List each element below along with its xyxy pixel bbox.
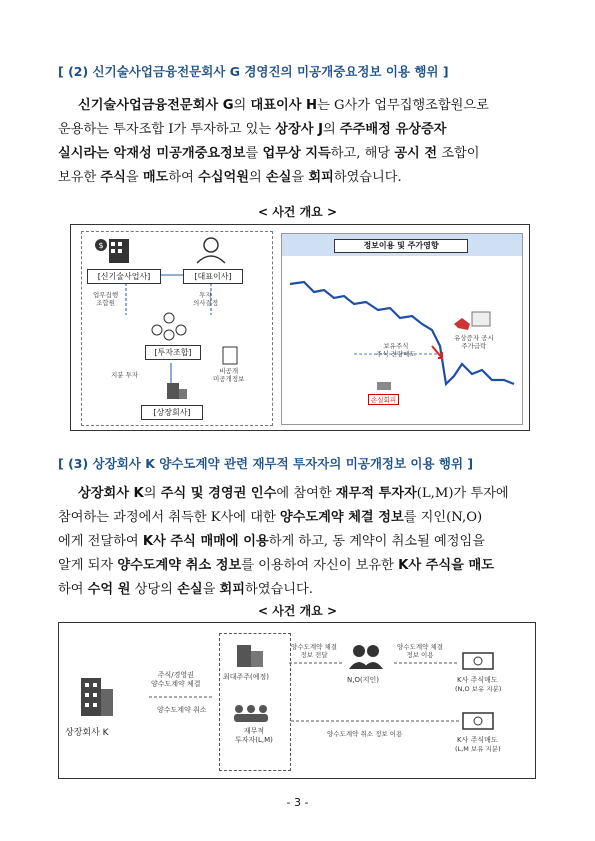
page-number: - 3 - [286,796,309,809]
cancel-label: 양수도계약 취소 [157,706,207,714]
chart-title: 정보이용 및 주가영향 [334,239,468,253]
text: 하게 하고, 동 계약이 취소될 예정임을 [268,534,485,549]
union-box: [투자조합] [145,345,201,360]
text: 상당의 [130,582,178,597]
text: 운용하는 투자조합 I가 투자하고 있는 [58,122,276,137]
acquirer-label: 최대주주(예정) [223,673,270,681]
building-icon [167,383,187,399]
text: 하고, 해당 [330,146,395,161]
svg-text:$: $ [98,241,104,250]
text: 조합이 [437,146,480,161]
listed-box: [상장회사] [141,405,203,420]
text: 에게 전달하여 [58,534,143,549]
text-strong: K사 주식을 매도 [398,558,494,573]
stock-chart [281,233,523,425]
text: 는 G사가 업무집행조합원으로 [317,98,489,113]
text-strong: 실시라는 악재성 미공개중요정보 [58,146,246,161]
text: 하였습니다. [333,170,402,185]
text: 보유한 [58,170,101,185]
text: 를 이용하여 자신이 보유한 [241,558,399,573]
company-box: [신기술사업사] [87,269,161,284]
invest-label: 지분 투자 [111,371,139,379]
text: 하여 [58,582,88,597]
price-line [290,282,514,384]
text-strong: 주식 및 경영권 인수 [160,486,277,501]
text-strong: 양수도계약 체결 정보 [279,510,404,525]
text-strong: 손실 [177,582,203,597]
text-strong: 공시 전 [394,146,438,161]
contract-label: 주식/경영권 양수도계약 체결 [151,671,201,688]
text: 알게 되자 [58,558,118,573]
text-strong: 신기술사업금융전문회사 G [78,98,234,113]
text: 에 참여한 [276,486,336,501]
info-label: 비공개 미공개정보 [213,367,245,383]
text: 의 [143,486,161,501]
text: (L,M)가 투자에 [416,486,509,501]
text-strong: 상장사 J [275,122,323,137]
sell-label: 보유주식 주식 전량매도 [376,342,416,358]
investor-label: 재무적 투자자(L,M) [235,727,273,744]
text-strong: 대표이사 H [250,98,318,113]
text-strong: 상장회사 K [78,486,144,501]
text: 을 [125,170,143,185]
text: 참여하는 과정에서 취득한 K사에 대한 [58,510,280,525]
loss-label: 손실회피 [368,394,399,405]
megaphone-icon [454,318,470,330]
text: 을 [291,170,309,185]
text: 의 [322,122,340,137]
text-strong: 수억 원 [87,582,131,597]
text-strong: 양수도계약 취소 정보 [117,558,242,573]
company-k-label: 상장회사 K [65,728,109,738]
text: 를 지인(N,O) [403,510,483,525]
figure-2 [58,622,536,779]
text-strong: 주주배정 유상증자 [339,122,447,137]
building-icon [237,645,263,667]
announce-label: 유상증자 공시 주가급락 [454,334,494,350]
text: 을 [202,582,220,597]
figure-caption-2: < 사건 개요 > [257,604,337,618]
text: 의 [233,98,251,113]
text: 의 [248,170,266,185]
friend-label: N,O(지인) [347,676,379,684]
money-icon [463,713,493,729]
money-icon [377,382,391,390]
building-icon [81,678,113,716]
section-heading-3: [ (3) 상장회사 K 양수도계약 관련 재무적 투자자의 미공개정보 이용 행위 ] [58,456,474,471]
ceo-box: [대표이사] [183,269,243,284]
group-icon [234,705,268,722]
text-strong: 재무적 투자자 [335,486,417,501]
sell-2-sub: (L,M 보유 지분) [455,745,501,753]
section-paragraph-3 [58,482,538,602]
building-icon [95,239,129,263]
text-strong: 매도 [142,170,169,185]
notice-icon [472,312,490,326]
cancel-use-label: 양수도계약 취소 정보 이용 [327,730,403,738]
text: 하였습니다. [245,582,313,597]
chart-svg [282,234,522,424]
share-label: 양수도계약 체결 정보 전달 [291,643,338,659]
figure-1 [70,224,530,431]
document-icon [223,347,237,364]
flow-svg [71,225,281,430]
people-icon [349,645,383,669]
text-strong: 회피 [308,170,334,185]
text: 하여 [168,170,198,185]
sell-1-sub: (N,O 보유 지분) [455,685,502,693]
sell-1-label: K사 주식매도 [457,676,498,684]
text-strong: 수십억원 [198,170,249,185]
figure-caption-1: < 사건 개요 > [257,205,337,219]
text-strong: 업무상 지득 [262,146,331,161]
group-icon [152,313,186,340]
text-strong: 주식 [100,170,126,185]
text-strong: K사 주식 매매에 이용 [142,534,269,549]
text-strong: 손실 [265,170,292,185]
sell-2-label: K사 주식매도 [457,736,498,744]
exec-label: 업무집행 조합원 [93,291,119,307]
person-icon [197,238,225,263]
money-icon [463,653,493,669]
text-strong: 회피 [219,582,245,597]
text: 를 [245,146,263,161]
use-label: 양수도계약 체결 정보 이용 [397,643,444,659]
section-heading-2: [ (2) 신기술사업금융전문회사 G 경영진의 미공개중요정보 이용 행위 ] [58,64,449,79]
order-label: 투자 의사결정 [193,291,219,307]
section-paragraph-2 [58,94,538,190]
